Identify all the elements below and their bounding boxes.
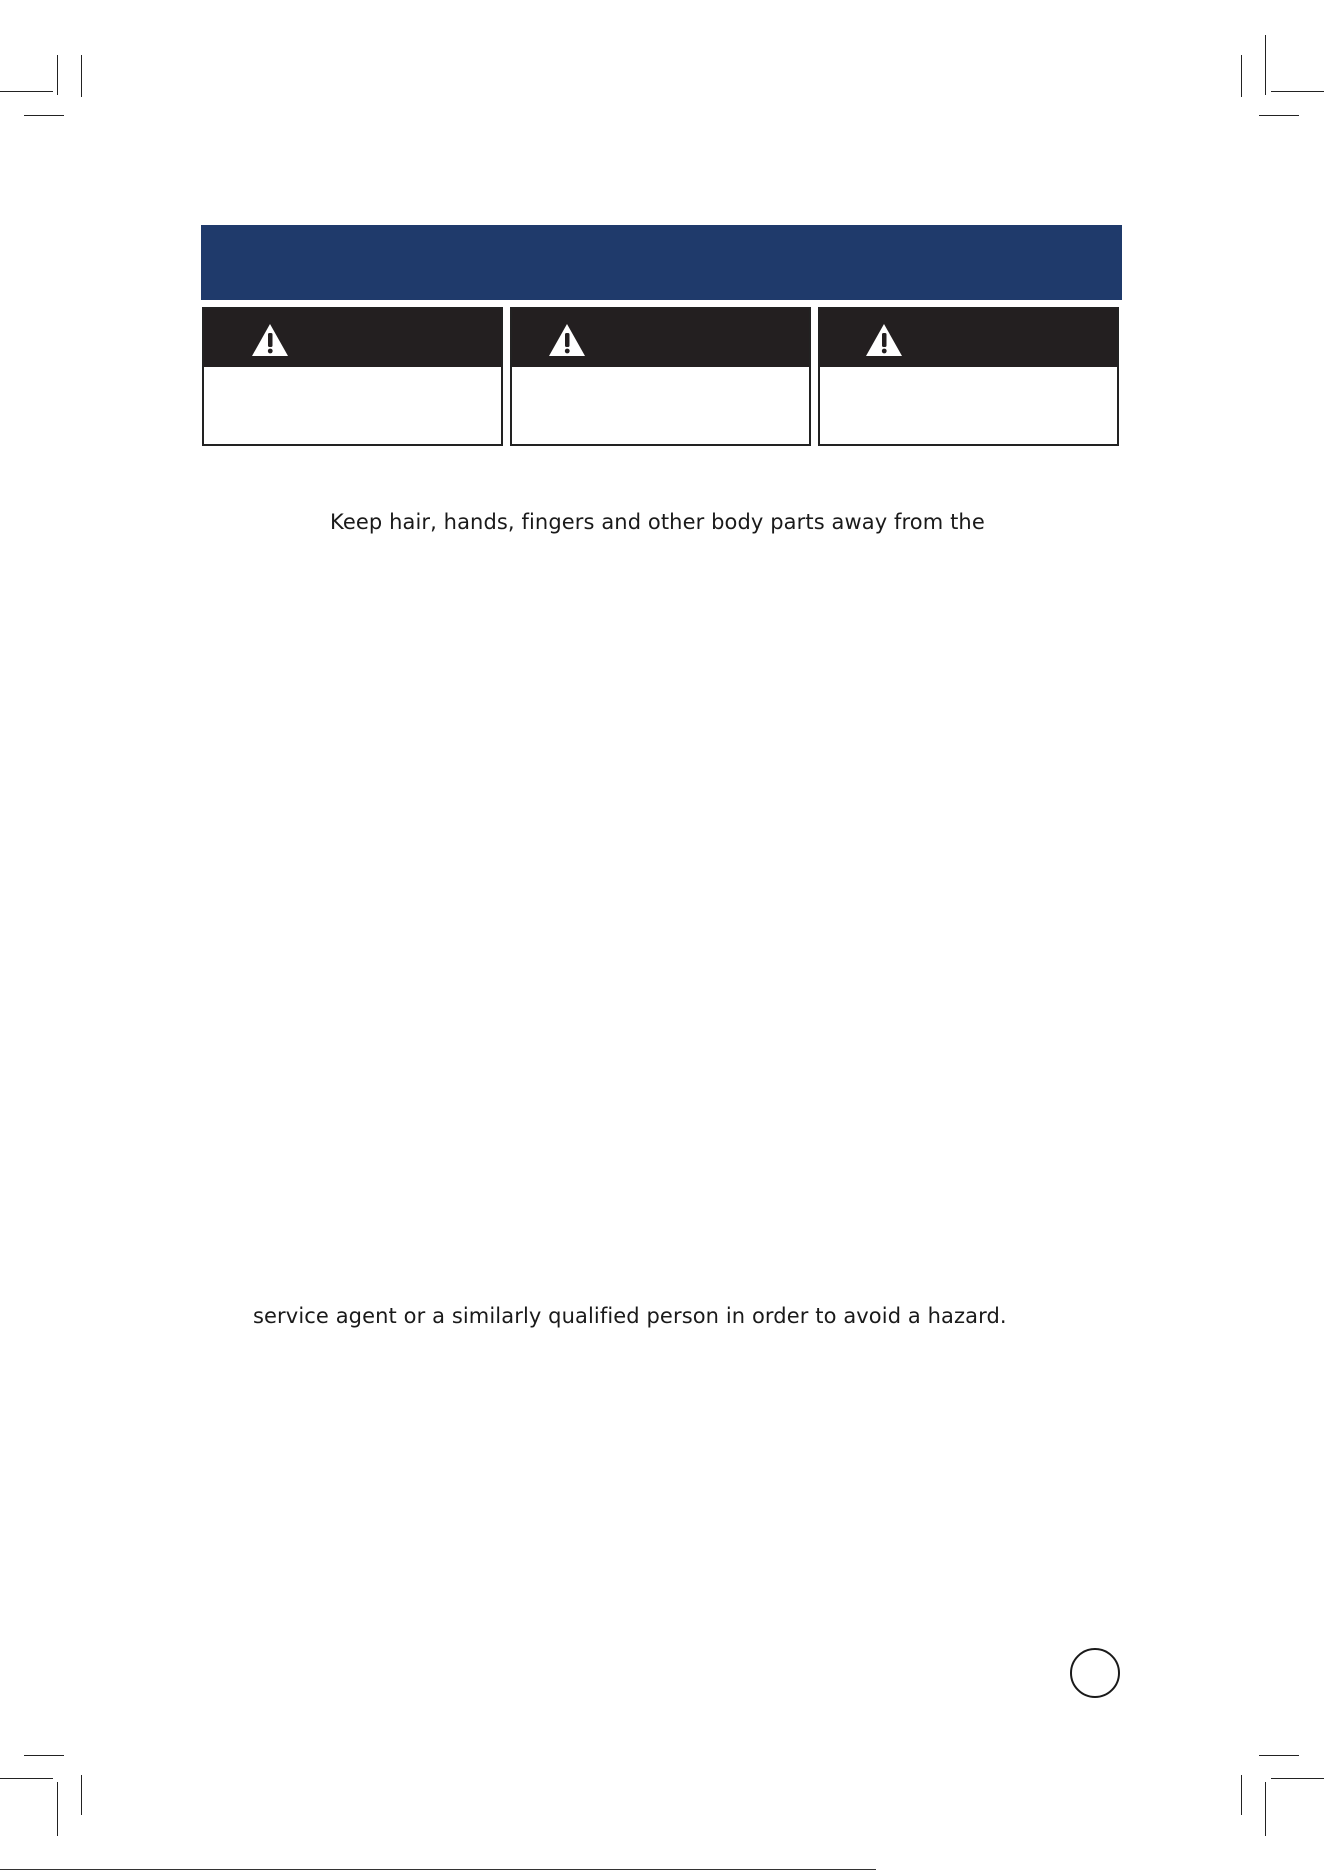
- crop-mark: [1271, 1778, 1324, 1779]
- warning-box-2: [510, 307, 811, 446]
- crop-mark: [57, 1782, 58, 1836]
- crop-mark: [24, 1755, 64, 1756]
- crop-mark: [0, 91, 53, 92]
- crop-mark: [1259, 115, 1299, 116]
- crop-mark: [81, 1775, 82, 1815]
- body-line-2: service agent or a similarly qualified person in order to avoid a hazard.: [253, 1304, 1007, 1328]
- warning-header: [204, 309, 501, 367]
- crop-mark: [1265, 1782, 1266, 1836]
- footer-rule: [0, 1869, 876, 1870]
- warning-triangle-icon: [864, 322, 904, 358]
- crop-mark: [1241, 55, 1242, 97]
- crop-mark: [1271, 91, 1324, 92]
- warning-box-3: [818, 307, 1119, 446]
- page-number-circle: [1070, 1648, 1120, 1698]
- warning-header: [820, 309, 1117, 367]
- title-band: [201, 225, 1122, 300]
- crop-mark: [1241, 1775, 1242, 1815]
- crop-mark: [1259, 1755, 1299, 1756]
- warning-triangle-icon: [250, 322, 290, 358]
- warning-header: [512, 309, 809, 367]
- crop-mark: [81, 55, 82, 97]
- crop-mark: [24, 115, 64, 116]
- crop-mark: [57, 55, 58, 95]
- warning-triangle-icon: [547, 322, 587, 358]
- crop-mark: [0, 1778, 53, 1779]
- body-line-1: Keep hair, hands, fingers and other body parts away from the: [330, 510, 985, 534]
- crop-mark: [1265, 35, 1266, 95]
- warning-box-1: [202, 307, 503, 446]
